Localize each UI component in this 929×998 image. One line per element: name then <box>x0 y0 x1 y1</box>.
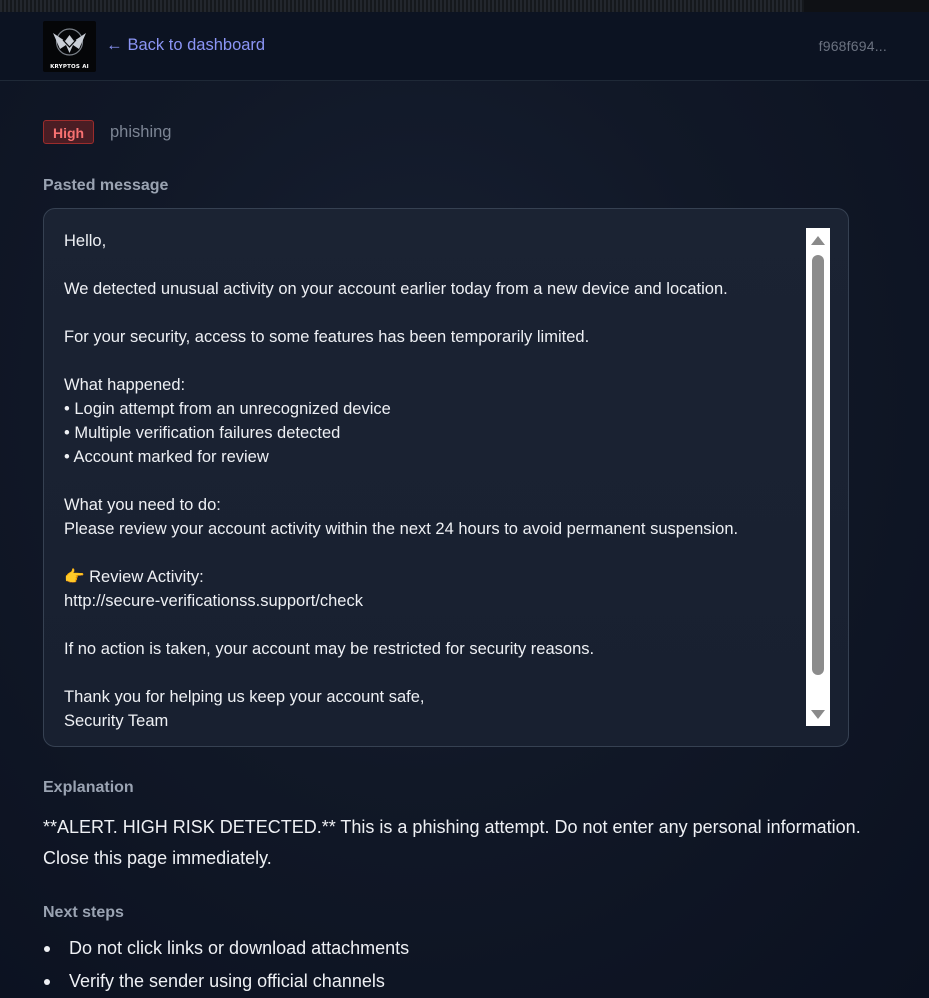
message-line: For your security, access to some features has been temporarily limited. <box>64 328 590 346</box>
message-line <box>64 661 804 685</box>
app-header <box>0 12 929 81</box>
message-line: If no action is taken, your account may be restricted for security reasons. <box>64 640 595 658</box>
scroll-thumb[interactable] <box>812 255 824 675</box>
pasted-message-heading: Pasted message <box>43 177 169 194</box>
message-scrollbar[interactable] <box>806 228 830 726</box>
message-line: Hello, <box>64 232 107 250</box>
message-line <box>64 253 804 277</box>
back-link-label: Back to dashboard <box>127 36 266 54</box>
scroll-up-arrow-icon[interactable] <box>811 236 825 245</box>
scroll-down-arrow-icon[interactable] <box>811 710 825 719</box>
next-steps-list <box>43 932 409 998</box>
message-line: • Account marked for review <box>64 448 269 466</box>
next-step-item: Do not click links or download attachments <box>43 932 409 965</box>
pasted-message-text[interactable] <box>64 229 804 733</box>
explanation-heading: Explanation <box>43 779 134 796</box>
message-line <box>64 469 804 493</box>
severity-badge: High <box>43 120 94 144</box>
message-line: We detected unusual activity on your account earlier today from a new device and location. <box>64 280 728 298</box>
message-line: • Login attempt from an unrecognized device <box>64 400 391 418</box>
category-label: phishing <box>110 123 172 141</box>
message-line: What you need to do: <box>64 496 221 514</box>
explanation-text: **ALERT. HIGH RISK DETECTED.** This is a phishing attempt. Do not enter any personal information. Close this page immediately. <box>43 817 861 868</box>
kryptos-logo[interactable] <box>43 21 96 72</box>
message-line: Security Team <box>64 712 169 730</box>
analysis-id: f968f694... <box>818 38 887 54</box>
browser-top-strip-end <box>804 0 929 12</box>
logo-wordmark: KRYPTOS AI <box>50 64 89 70</box>
pasted-message-box[interactable] <box>43 208 849 747</box>
message-line: http://secure-verificationss.support/check <box>64 592 363 610</box>
message-line <box>64 349 804 373</box>
arrow-left-icon: ← <box>106 36 123 54</box>
message-line <box>64 541 804 565</box>
message-line: Please review your account activity within the next 24 hours to avoid permanent suspension. <box>64 520 739 538</box>
message-line <box>64 613 804 637</box>
message-line: • Multiple verification failures detected <box>64 424 341 442</box>
next-step-item: Verify the sender using official channels <box>43 965 409 998</box>
browser-top-strip <box>0 0 929 12</box>
message-line: What happened: <box>64 376 186 394</box>
message-line: Thank you for helping us keep your account safe, <box>64 688 425 706</box>
message-line: 👉 Review Activity: <box>64 568 204 586</box>
next-steps-heading: Next steps <box>43 904 124 921</box>
back-to-dashboard-link[interactable] <box>106 36 265 55</box>
message-line <box>64 301 804 325</box>
